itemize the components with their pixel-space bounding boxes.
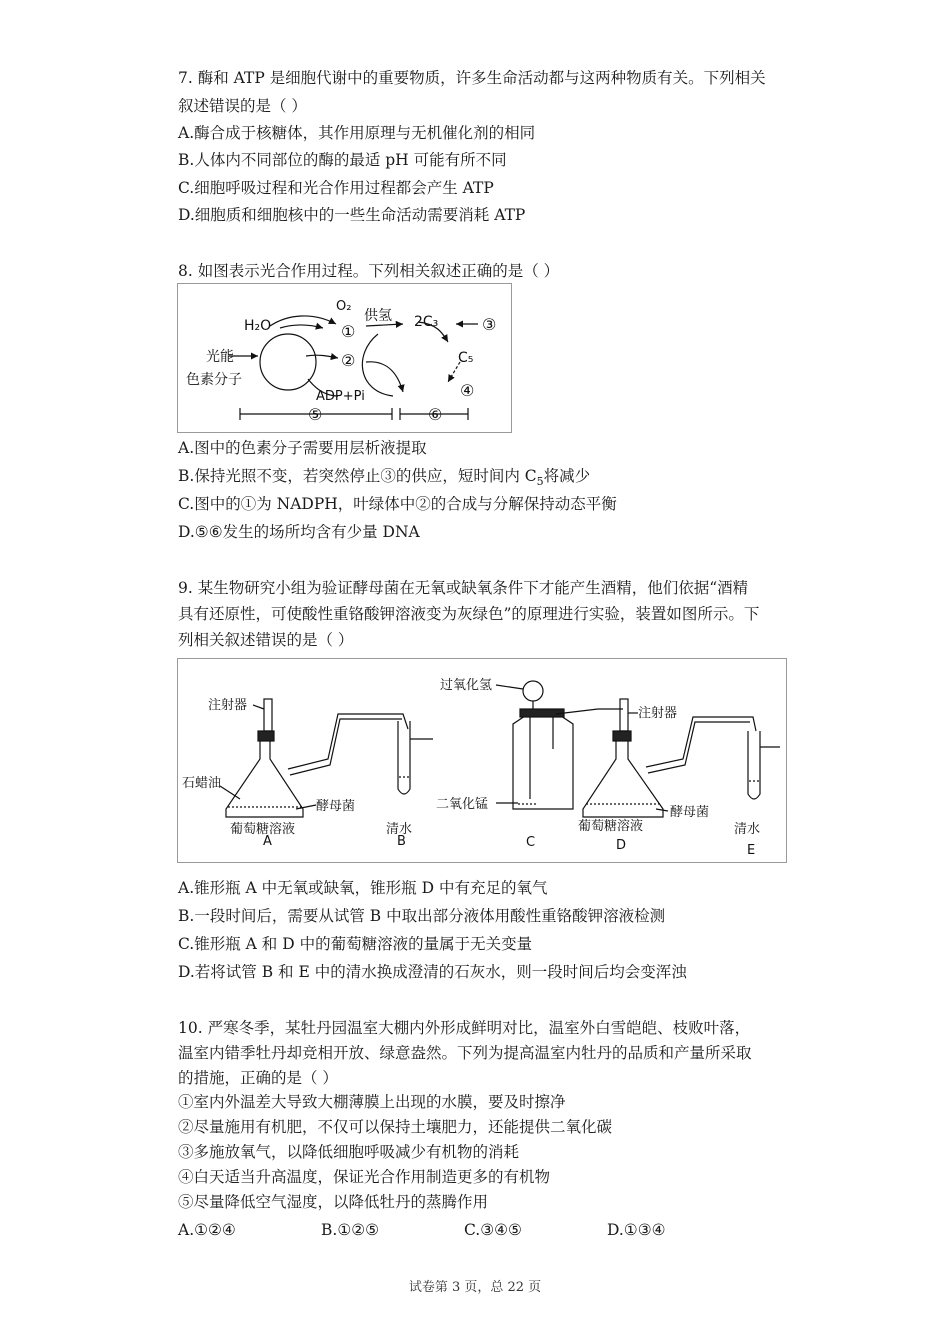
q9-stem-line3: 列相关叙述错误的是（ ） <box>178 631 354 649</box>
q10-item-4: ④白天适当升高温度，保证光合作用制造更多的有机物 <box>178 1168 551 1186</box>
label-circle-6: ⑥ <box>428 405 443 424</box>
q8-option-b: B.保持光照不变，若突然停止③的供应，短时间内 $C_5$将减少 <box>178 467 591 489</box>
label-adp-pi: ADP+Pi <box>316 389 365 404</box>
q9-option-a: A.锥形瓶 A 中无氧或缺氧，锥形瓶 D 中有充足的氧气 <box>178 879 548 897</box>
label-jiaomujun-a: 酵母菌 <box>316 799 356 814</box>
q10-item-5: ⑤尽量降低空气湿度，以降低牡丹的蒸腾作用 <box>178 1193 489 1211</box>
label-zhusheqi-a: 注射器 <box>208 698 248 713</box>
q7-option-a: A.酶合成于核糖体，其作用原理与无机催化剂的相同 <box>178 124 536 142</box>
q7-option-b: B.人体内不同部位的酶的最适 pH 可能有所不同 <box>178 151 507 169</box>
q10-option-a: A.①②④ <box>178 1221 236 1239</box>
q9-option-d: D.若将试管 B 和 E 中的清水换成澄清的石灰水，则一段时间后均会变浑浊 <box>178 963 687 981</box>
label-circle-2: ② <box>341 351 356 370</box>
q10-stem-line1: 10. 严寒冬季，某牡丹园温室大棚内外形成鲜明对比，温室外白雪皑皑、枝败叶落， <box>178 1019 751 1037</box>
q7-option-d: D.细胞质和细胞核中的一些生命活动需要消耗 ATP <box>178 206 526 224</box>
q9-stem-line2: 具有还原性，可使酸性重铬酸钾溶液变为灰绿色”的原理进行实验，装置如图所示。下 <box>178 605 760 623</box>
label-tube-e: E <box>747 843 756 858</box>
label-2c3: 2C₃ <box>414 314 439 330</box>
q9-stem-line1: 9. 某生物研究小组为验证酵母菌在无氧或缺氧条件下才能产生酒精，他们依据“酒精 <box>178 579 749 597</box>
label-qingshui-b: 清水 <box>386 822 413 837</box>
label-zhusheqi-d: 注射器 <box>638 706 678 721</box>
q10-stem-line2: 温室内错季牡丹却竞相开放、绿意盎然。下列为提高温室内牡丹的品质和产量所采取 <box>178 1044 752 1062</box>
label-bottle-c: C <box>526 835 536 850</box>
label-guangneng: 光能 <box>206 349 234 365</box>
fermentation-apparatus-diagram <box>177 658 787 863</box>
label-flask-d: D <box>616 838 627 853</box>
q10-item-1: ①室内外温差大导致大棚薄膜上出现的水膜，要及时擦净 <box>178 1093 566 1111</box>
q8-option-a: A.图中的色素分子需要用层析液提取 <box>178 439 427 457</box>
q8-option-d: D.⑤⑥发生的场所均含有少量 DNA <box>178 523 420 541</box>
label-circle-3: ③ <box>482 315 497 334</box>
label-sesu-fenzi: 色素分子 <box>186 372 242 388</box>
q10-stem-line3: 的措施，正确的是（ ） <box>178 1069 338 1087</box>
label-c5: C₅ <box>458 350 474 366</box>
q7-option-c: C.细胞呼吸过程和光合作用过程都会产生 ATP <box>178 179 494 197</box>
label-circle-5: ⑤ <box>308 405 323 424</box>
page-footer: 试卷第 3 页，总 22 页 <box>408 1280 542 1295</box>
q8-option-c: C.图中的①为 NADPH，叶绿体中②的合成与分解保持动态平衡 <box>178 495 617 513</box>
label-shilayou: 石蜡油 <box>182 776 222 791</box>
q7-stem-line2: 叙述错误的是（ ） <box>178 97 307 115</box>
q10-option-c: C.③④⑤ <box>464 1221 522 1239</box>
label-qingshui-e: 清水 <box>734 822 761 837</box>
q10-item-3: ③多施放氧气，以降低细胞呼吸减少有机物的消耗 <box>178 1143 520 1161</box>
q7-stem-line1: 7. 酶和 ATP 是细胞代谢中的重要物质，许多生命活动都与这两种物质有关。下列相关 <box>178 69 766 87</box>
q10-item-2: ②尽量施用有机肥，不仅可以保持土壤肥力，还能提供二氧化碳 <box>178 1118 613 1136</box>
label-h2o: H₂O <box>244 318 272 334</box>
q10-options <box>178 1220 750 1240</box>
q9-option-b: B.一段时间后，需要从试管 B 中取出部分液体用酸性重铬酸钾溶液检测 <box>178 907 666 925</box>
q8-stem: 8. 如图表示光合作用过程。下列相关叙述正确的是（ ） <box>178 262 560 280</box>
label-tube-b: B <box>397 834 406 849</box>
label-putaotang-d: 葡萄糖溶液 <box>578 819 644 834</box>
q9-option-c: C.锥形瓶 A 和 D 中的葡萄糖溶液的量属于无关变量 <box>178 935 533 953</box>
label-jiaomujun-d: 酵母菌 <box>670 805 710 820</box>
label-eryanghuameng: 二氧化锰 <box>436 797 489 812</box>
photosynthesis-diagram <box>177 283 512 433</box>
label-circle-4: ④ <box>460 381 475 400</box>
label-putaotang-a: 葡萄糖溶液 <box>230 822 296 837</box>
label-flask-a: A <box>263 834 272 849</box>
label-guoyanghuaqing: 过氧化氢 <box>440 678 493 693</box>
q10-option-b: B.①②⑤ <box>321 1221 380 1239</box>
label-circle-1: ① <box>341 322 356 341</box>
label-o2: O₂ <box>336 299 352 314</box>
label-gongqing: 供氢 <box>364 308 392 324</box>
q10-option-d: D.①③④ <box>607 1221 666 1239</box>
